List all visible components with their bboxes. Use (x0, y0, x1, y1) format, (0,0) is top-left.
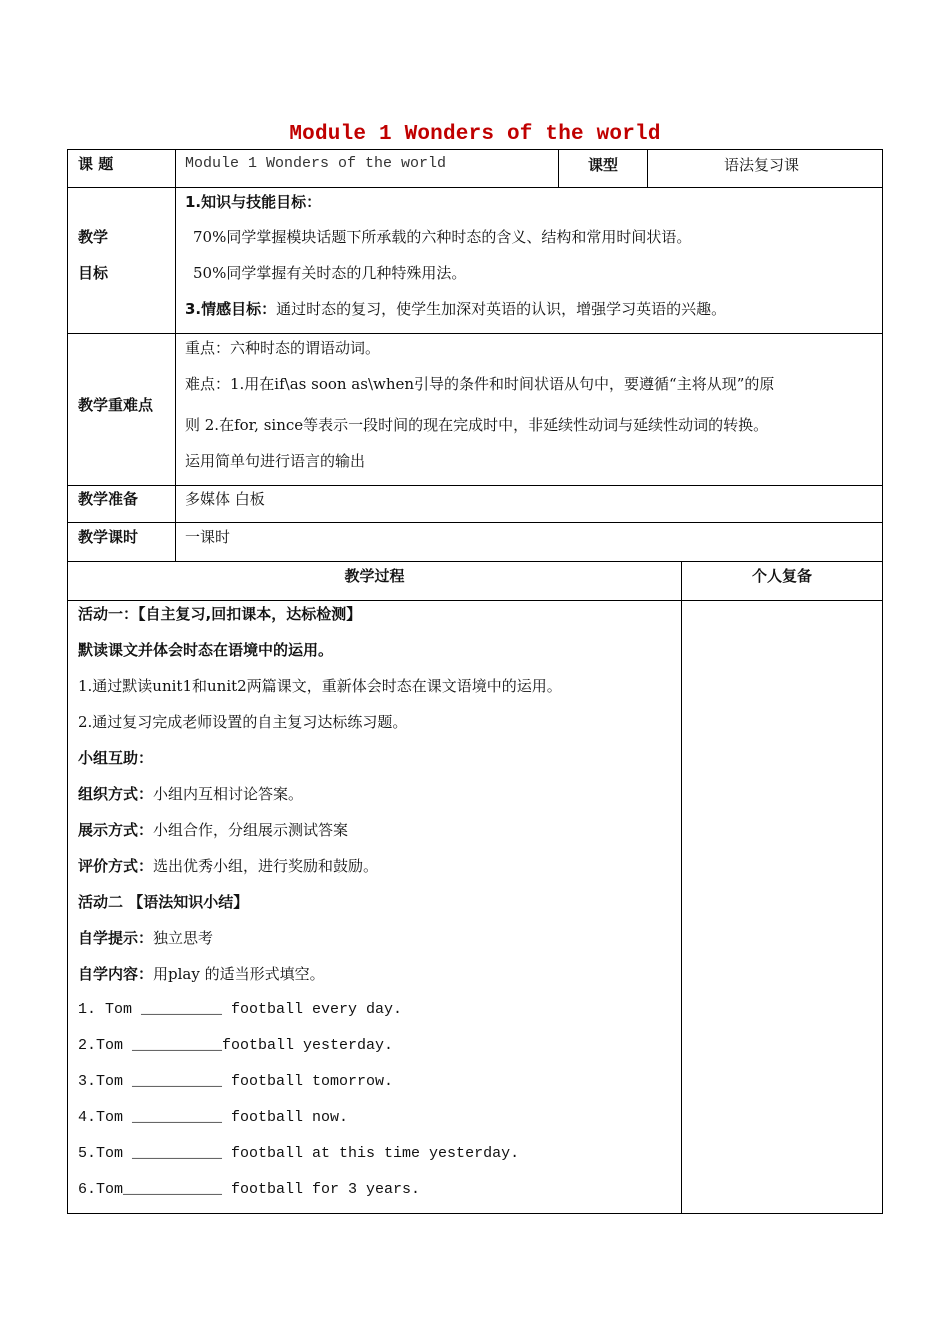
activity-1-title: 活动一：【自主复习,回扣课本，达标检测】 (78, 605, 362, 623)
topic-label: 课 题 (78, 155, 114, 173)
exercise-item: 6.Tom___________ football for 3 years. (78, 1181, 421, 1198)
goals-heading-3: 3.情感目标： (185, 300, 277, 318)
exercise-item: 2.Tom __________football yesterday. (78, 1037, 394, 1054)
tip-value: 独立思考 (153, 929, 214, 947)
content-label: 自学内容： (78, 965, 154, 983)
goals-line-3 (185, 299, 726, 319)
keypoints-line-4: 运用简单句进行语言的输出 (185, 452, 366, 470)
content-value: 用play 的适当形式填空。 (153, 965, 325, 983)
org-row (78, 784, 303, 804)
goals-line-3-text: 通过时态的复习，使学生加深对英语的认识，增强学习英语的兴趣。 (276, 300, 727, 318)
show-value: 小组合作，分组展示测试答案 (153, 821, 349, 839)
keypoints-line-2: 难点：1.用在if\as soon as\when引导的条件和时间状语从句中，要遵循“主将从现”的原 (185, 375, 775, 393)
exercise-item: 1. Tom _________ football every day. (78, 1001, 403, 1018)
goals-heading-1: 1.知识与技能目标： (185, 193, 322, 211)
exercise-item: 4.Tom __________ football now. (78, 1109, 349, 1126)
show-row (78, 820, 348, 840)
tip-row (78, 928, 213, 948)
prep-label: 教学准备 (78, 490, 139, 508)
eval-row (78, 856, 378, 876)
goals-label-1: 教学 (78, 228, 109, 246)
keypoints-line-3: 则 2.在for, since等表示一段时间的现在完成时中，非延续性动词与延续性动词的转换。 (185, 416, 769, 434)
hours-value: 一课时 (185, 528, 231, 546)
activity-1-item-2: 2.通过复习完成老师设置的自主复习达标练习题。 (78, 713, 408, 731)
activity-2-title: 活动二 【语法知识小结】 (78, 893, 249, 911)
keypoints-line-1: 重点：六种时态的谓语动词。 (185, 339, 381, 357)
tip-label: 自学提示： (78, 929, 154, 947)
hours-label: 教学课时 (78, 528, 139, 546)
org-value: 小组内互相讨论答案。 (153, 785, 304, 803)
topic-value: Module 1 Wonders of the world (185, 155, 447, 172)
document-title: Module 1 Wonders of the world (289, 123, 661, 146)
goals-line-2: 50%同学掌握有关时态的几种特殊用法。 (193, 264, 467, 282)
type-value: 语法复习课 (724, 156, 800, 174)
exercise-item: 5.Tom __________ football at this time yesterday. (78, 1145, 520, 1162)
group-title: 小组互助： (78, 749, 154, 767)
process-header-left: 教学过程 (344, 567, 405, 585)
keypoints-label: 教学重难点 (78, 396, 154, 414)
goals-label-2: 目标 (78, 264, 109, 282)
eval-value: 选出优秀小组，进行奖励和鼓励。 (153, 857, 379, 875)
show-label: 展示方式： (78, 821, 154, 839)
eval-label: 评价方式： (78, 857, 154, 875)
exercise-item: 3.Tom __________ football tomorrow. (78, 1073, 394, 1090)
process-header-right: 个人复备 (751, 567, 812, 585)
activity-1-item-1: 1.通过默读unit1和unit2两篇课文，重新体会时态在课文语境中的运用。 (78, 677, 562, 695)
goals-line-1: 70%同学掌握模块话题下所承载的六种时态的含义、结构和常用时间状语。 (193, 228, 692, 246)
org-label: 组织方式： (78, 785, 154, 803)
type-label: 课型 (588, 156, 619, 174)
prep-value: 多媒体 白板 (185, 490, 265, 508)
content-row (78, 964, 325, 984)
activity-1-subtitle: 默读课文并体会时态在语境中的运用。 (78, 641, 334, 659)
